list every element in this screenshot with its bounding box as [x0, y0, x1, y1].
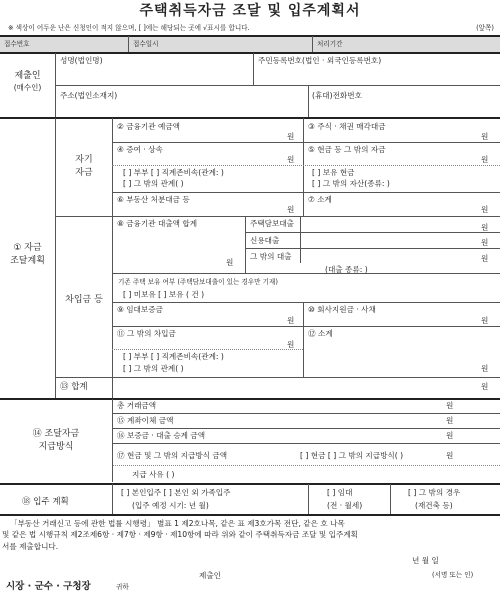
unit-label: 원 — [481, 205, 489, 214]
cash-item[interactable]: ⑤ 현금 등 그 밖의 자금 — [308, 145, 386, 154]
legal-text-line-1: 「부동산 거래신고 등에 관한 법률 시행령」 별표 1 제2호나목, 같은 표 제3호가목 전단, 같은 호 나목 — [10, 519, 345, 528]
processing-period-label: 처리기간 — [317, 40, 343, 48]
unit-label: 원 — [481, 223, 489, 232]
other-loan-label[interactable]: 그 밖의 대출 — [250, 252, 292, 261]
funding-plan-label — [0, 242, 55, 268]
divider — [0, 514, 500, 516]
legal-text-line-3: 서를 제출합니다. — [2, 542, 59, 551]
total-transaction-amount[interactable]: 총 거래금액 — [117, 401, 157, 410]
loan-type-field[interactable]: (대출 종류: ) — [325, 265, 368, 274]
lease-option-sub: (전 · 월세) — [327, 501, 363, 510]
divider — [303, 118, 304, 216]
divider — [112, 465, 500, 466]
form-title: 주택취득자금 조달 및 입주계획서 — [139, 3, 361, 19]
unit-label: 원 — [481, 254, 489, 263]
unit-label: 원 — [446, 451, 454, 460]
divider — [112, 302, 500, 303]
receipt-number-label: 접수번호 — [4, 40, 30, 48]
addressee-suffix: 귀하 — [116, 583, 129, 591]
unit-label: 원 — [287, 155, 295, 164]
sign-note: (서명 또는 인) — [432, 571, 474, 579]
cash-payment-options[interactable]: [ ] 현금 [ ] 그 밖의 지급방식( ) — [300, 451, 404, 460]
submitter-label-line1: 제출인 — [14, 71, 41, 81]
cash-other-payment-amount[interactable]: ⑰ 현금 및 그 밖의 지급방식 금액 — [117, 451, 228, 460]
divider — [303, 302, 304, 377]
payment-reason-field[interactable]: 지급 사유 ( ) — [132, 470, 175, 479]
unit-label: 원 — [446, 416, 454, 425]
divider — [245, 216, 246, 273]
unit-label: 원 — [287, 316, 295, 325]
loan-total-item[interactable]: ⑧ 금융기관 대출액 합계 — [117, 219, 198, 228]
funding-plan-label-line1: ① 자금 — [13, 243, 42, 253]
unit-label: 원 — [446, 431, 454, 440]
divider — [112, 413, 500, 414]
submitter-label — [0, 70, 55, 94]
cash-option-2[interactable]: [ ] 그 밖의 자산(종류: ) — [312, 179, 390, 188]
divider — [112, 326, 500, 327]
registration-number-field[interactable]: 주민등록번호(법인 · 외국인등록번호) — [258, 56, 382, 65]
divider — [55, 216, 500, 217]
own-funds-label-line1: 자기 — [75, 155, 93, 165]
gift-item[interactable]: ④ 증여 · 상속 — [117, 145, 163, 154]
date-line[interactable]: 년 월 일 — [412, 556, 439, 565]
borrowings-subtotal: ⑫ 소계 — [308, 329, 333, 338]
unit-label: 원 — [446, 401, 454, 410]
legal-text-line-2: 및 같은 법 시행규칙 제2조제6항 · 제7항 · 제9항 · 제10항에 따라 위와 같이 주택취득자금 조달 및 입주계획 — [2, 530, 359, 539]
payment-method-label — [0, 428, 112, 454]
stock-item[interactable]: ③ 주식 · 채권 매각대금 — [308, 122, 386, 131]
own-funds-subtotal: ⑦ 소계 — [308, 195, 332, 204]
divider — [0, 117, 500, 119]
unit-label: 원 — [287, 205, 295, 214]
divider — [0, 52, 500, 54]
self-move-in-option[interactable]: [ ] 본인입주 [ ] 본인 외 가족입주 — [121, 488, 231, 497]
addressee: 시장 · 군수 · 구청장 — [6, 581, 91, 592]
phone-field[interactable]: (휴대)전화번호 — [312, 91, 362, 100]
funding-total: ⑬ 합계 — [60, 382, 88, 392]
unit-label: 원 — [287, 340, 295, 349]
other-borrowing-relation-1[interactable]: [ ] 부부 [ ] 직계존비속(관계: ) — [123, 352, 224, 361]
gift-relation-option-2[interactable]: [ ] 그 밖의 관계( ) — [123, 179, 184, 188]
divider — [245, 248, 500, 249]
divider — [112, 273, 500, 274]
credit-loan-label[interactable]: 신용대출 — [250, 236, 280, 245]
divider — [112, 428, 500, 429]
divider — [128, 36, 129, 52]
divider — [112, 349, 303, 350]
own-funds-label — [58, 154, 110, 180]
divider — [112, 165, 500, 166]
submitter-sign-label: 제출인 — [199, 571, 222, 580]
housing-ownership-question: 기존 주택 보유 여부 (주택담보대출이 있는 경우만 기재) — [118, 278, 278, 286]
deposit-loan-assumption-amount[interactable]: ⑯ 보증금 · 대출 승계 금액 — [117, 431, 206, 440]
deposit-item[interactable]: ② 금융기관 예금액 — [117, 122, 180, 131]
unit-label: 원 — [481, 155, 489, 164]
divider — [112, 118, 113, 398]
housing-ownership-options[interactable]: [ ] 미보유 [ ] 보유 ( 건 ) — [123, 290, 205, 299]
own-funds-label-line2: 자금 — [75, 168, 93, 179]
submitter-label-line2: (매수인) — [13, 83, 42, 93]
divider — [253, 53, 254, 85]
unit-label: 원 — [226, 258, 234, 267]
unit-label: 원 — [481, 382, 489, 391]
gift-relation-option-1[interactable]: [ ] 부부 [ ] 직계존비속(관계: ) — [123, 168, 224, 177]
divider — [55, 85, 500, 86]
divider — [55, 377, 500, 378]
funding-plan-label-line2: 조달계획 — [10, 256, 45, 267]
other-borrowing-relation-2[interactable]: [ ] 그 밖의 관계( ) — [123, 364, 184, 373]
divider — [308, 85, 309, 117]
receipt-row — [0, 36, 500, 52]
other-borrowing-item[interactable]: ⑪ 그 밖의 차입금 — [117, 329, 176, 338]
move-in-date-field[interactable]: (입주 예정 시기: 년 월) — [132, 501, 209, 510]
lease-option[interactable]: [ ] 임대 — [327, 488, 353, 497]
property-sale-item[interactable]: ⑥ 부동산 처분대금 등 — [117, 195, 190, 204]
divider — [112, 456, 113, 482]
unit-label: 원 — [481, 132, 489, 141]
divider — [0, 483, 500, 485]
unit-label: 원 — [481, 364, 489, 373]
unit-label: 원 — [287, 132, 295, 141]
divider — [112, 443, 500, 444]
other-case-sub: (재건축 등) — [415, 501, 453, 510]
border-top — [0, 35, 500, 37]
payment-method-label-line2: 지급방식 — [38, 442, 74, 453]
cash-option-1[interactable]: [ ] 보유 현금 — [312, 168, 355, 177]
notice-text: ※ 색상이 어두운 난은 신청인이 적지 않으며, [ ]에는 해당되는 곳에 √표시를 합니다. — [8, 24, 250, 32]
divider — [390, 484, 391, 514]
corporate-support-item[interactable]: ⑩ 회사지원금 · 사채 — [308, 305, 376, 314]
lease-deposit-item[interactable]: ⑨ 임대보증금 — [117, 305, 163, 314]
mortgage-loan-label[interactable]: 주택담보대출 — [250, 219, 295, 228]
receipt-date-label: 접수일시 — [133, 40, 159, 48]
divider — [112, 484, 113, 514]
other-case-option[interactable]: [ ] 그 밖의 경우 — [408, 488, 461, 497]
divider — [245, 232, 500, 233]
divider — [300, 216, 301, 263]
name-field[interactable]: 성명(법인명) — [60, 56, 103, 65]
divider — [308, 484, 309, 514]
divider — [112, 142, 500, 143]
account-transfer-amount[interactable]: ⑮ 계좌이체 금액 — [117, 416, 174, 425]
move-in-plan-label: ⑱ 입주 계획 — [22, 497, 69, 507]
address-field[interactable]: 주소(법인소재지) — [60, 91, 118, 100]
divider — [55, 118, 56, 398]
divider — [312, 36, 313, 52]
borrowings-label: 차입금 등 — [65, 295, 103, 305]
page-side-label: (앞쪽) — [476, 24, 494, 32]
unit-label: 원 — [481, 238, 489, 247]
divider — [112, 192, 500, 193]
payment-method-label-line1: ⑭ 조달자금 — [32, 429, 80, 439]
unit-label: 원 — [481, 316, 489, 325]
divider — [0, 398, 500, 400]
